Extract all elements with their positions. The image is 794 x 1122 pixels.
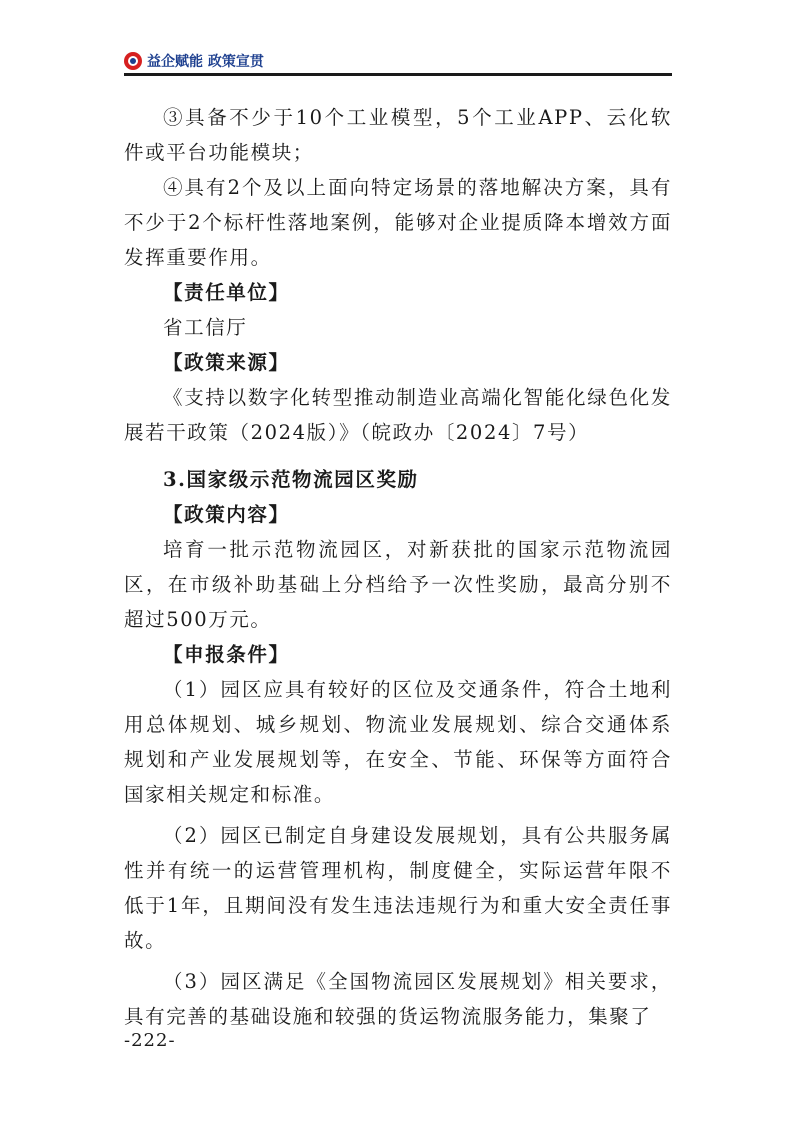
paragraph-requirement-3: ③具备不少于10个工业模型，5个工业APP、云化软件或平台功能模块； xyxy=(124,106,672,164)
page-number: -222- xyxy=(124,1030,176,1051)
condition-2: （2）园区已制定自身建设发展规划，具有公共服务属性并有统一的运营管理机构，制度健全，实际运营年限不低于1年，且期间没有发生违法违规行为和重大安全责任事故。 xyxy=(124,824,672,952)
header-divider xyxy=(124,73,672,76)
condition-1: （1）园区应具有较好的区位及交通条件，符合土地利用总体规划、城乡规划、物流业发展规划、综合交通体系规划和产业发展规划等，在安全、节能、环保等方面符合国家相关规定和标准。 xyxy=(124,678,672,806)
heading-policy-source: 【政策来源】 xyxy=(163,351,290,374)
policy-content-text: 培育一批示范物流园区，对新获批的国家示范物流园区，在市级补助基础上分档给予一次性奖励，最高分别不超过500万元。 xyxy=(124,538,672,631)
page-header xyxy=(124,50,264,72)
policy-source-text: 《支持以数字化转型推动制造业高端化智能化绿色化发展若干政策（2024版）》（皖政办〔2024〕7号） xyxy=(124,386,672,444)
condition-3: （3）园区满足《全国物流园区发展规划》相关要求，具有完善的基础设施和较强的货运物流服务能力，集聚了 xyxy=(124,970,672,1028)
header-logo-text: 益企赋能 政策宣贯 xyxy=(147,54,264,70)
paragraph-requirement-4: ④具有2个及以上面向特定场景的落地解决方案，具有不少于2个标杆性落地案例，能够对企业提质降本增效方面发挥重要作用。 xyxy=(124,176,672,269)
logo-icon xyxy=(124,52,142,70)
heading-responsible-unit: 【责任单位】 xyxy=(163,281,290,304)
heading-policy-content: 【政策内容】 xyxy=(163,503,290,526)
section-title: 3.国家级示范物流园区奖励 xyxy=(163,468,419,491)
document-body xyxy=(124,100,672,1034)
responsible-unit-text: 省工信厅 xyxy=(163,316,248,339)
heading-application-conditions: 【申报条件】 xyxy=(163,643,290,666)
